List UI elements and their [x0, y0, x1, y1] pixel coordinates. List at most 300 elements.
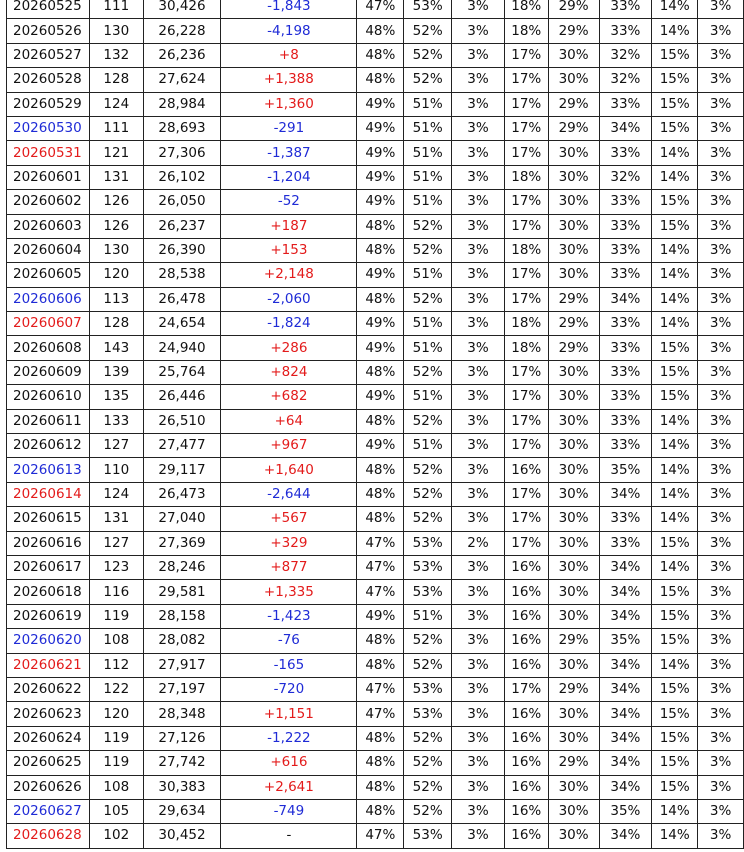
cell-pct-b: 52% [404, 775, 452, 799]
cell-pct-c: 3% [452, 458, 505, 482]
cell-pct-b: 51% [404, 92, 452, 116]
cell-count: 105 [89, 799, 143, 823]
cell-pct-h: 3% [698, 531, 744, 555]
cell-pct-c: 3% [452, 238, 505, 262]
cell-pct-a: 48% [357, 751, 404, 775]
cell-pct-g: 15% [652, 385, 698, 409]
cell-total: 27,369 [143, 531, 221, 555]
cell-pct-g: 14% [652, 507, 698, 531]
cell-pct-a: 48% [357, 507, 404, 531]
cell-pct-b: 53% [404, 677, 452, 701]
cell-pct-d: 16% [504, 604, 548, 628]
cell-pct-e: 29% [548, 751, 599, 775]
cell-pct-e: 29% [548, 629, 599, 653]
cell-count: 120 [89, 263, 143, 287]
cell-pct-e: 30% [548, 385, 599, 409]
cell-pct-a: 48% [357, 799, 404, 823]
cell-date: 20260610 [7, 385, 90, 409]
cell-pct-a: 49% [357, 434, 404, 458]
cell-count: 126 [89, 190, 143, 214]
cell-pct-b: 52% [404, 409, 452, 433]
cell-change: +1,640 [221, 458, 357, 482]
cell-pct-e: 30% [548, 580, 599, 604]
cell-pct-h: 3% [698, 507, 744, 531]
cell-pct-h: 3% [698, 555, 744, 579]
cell-count: 135 [89, 385, 143, 409]
table-row [7, 263, 744, 287]
cell-pct-b: 52% [404, 629, 452, 653]
cell-pct-f: 34% [599, 677, 652, 701]
cell-count: 131 [89, 507, 143, 531]
cell-count: 132 [89, 43, 143, 67]
cell-pct-d: 17% [504, 434, 548, 458]
cell-pct-e: 30% [548, 214, 599, 238]
cell-date: 20260607 [7, 312, 90, 336]
cell-pct-g: 15% [652, 580, 698, 604]
stats-table [6, 0, 744, 849]
cell-pct-h: 3% [698, 580, 744, 604]
cell-pct-d: 17% [504, 677, 548, 701]
cell-pct-g: 15% [652, 604, 698, 628]
cell-pct-h: 3% [698, 629, 744, 653]
cell-pct-c: 3% [452, 799, 505, 823]
cell-pct-g: 14% [652, 287, 698, 311]
cell-date: 20260606 [7, 287, 90, 311]
cell-pct-h: 3% [698, 434, 744, 458]
cell-total: 26,390 [143, 238, 221, 262]
cell-pct-h: 3% [698, 165, 744, 189]
cell-pct-f: 33% [599, 312, 652, 336]
cell-pct-g: 14% [652, 482, 698, 506]
table-row [7, 214, 744, 238]
cell-pct-c: 3% [452, 580, 505, 604]
table-row [7, 799, 744, 823]
cell-count: 119 [89, 751, 143, 775]
table-row [7, 775, 744, 799]
cell-pct-f: 34% [599, 653, 652, 677]
cell-date: 20260618 [7, 580, 90, 604]
cell-pct-a: 48% [357, 19, 404, 43]
cell-pct-e: 30% [548, 360, 599, 384]
cell-change: +153 [221, 238, 357, 262]
cell-date: 20260627 [7, 799, 90, 823]
cell-pct-f: 33% [599, 507, 652, 531]
cell-pct-g: 14% [652, 238, 698, 262]
cell-pct-f: 32% [599, 165, 652, 189]
cell-pct-g: 15% [652, 726, 698, 750]
cell-change: +1,360 [221, 92, 357, 116]
cell-pct-h: 3% [698, 263, 744, 287]
cell-pct-d: 17% [504, 360, 548, 384]
cell-change: -1,222 [221, 726, 357, 750]
cell-pct-b: 51% [404, 116, 452, 140]
cell-pct-f: 34% [599, 702, 652, 726]
cell-pct-c: 3% [452, 677, 505, 701]
cell-date: 20260609 [7, 360, 90, 384]
cell-change: -1,387 [221, 141, 357, 165]
cell-pct-f: 33% [599, 141, 652, 165]
cell-pct-c: 3% [452, 409, 505, 433]
cell-pct-d: 16% [504, 799, 548, 823]
cell-pct-a: 48% [357, 287, 404, 311]
cell-pct-f: 32% [599, 43, 652, 67]
cell-pct-b: 52% [404, 287, 452, 311]
cell-pct-b: 52% [404, 726, 452, 750]
cell-date: 20260612 [7, 434, 90, 458]
cell-pct-h: 3% [698, 726, 744, 750]
cell-pct-h: 3% [698, 824, 744, 848]
cell-pct-a: 47% [357, 580, 404, 604]
cell-pct-b: 52% [404, 458, 452, 482]
cell-pct-a: 47% [357, 677, 404, 701]
cell-date: 20260624 [7, 726, 90, 750]
cell-pct-g: 14% [652, 141, 698, 165]
cell-change: +682 [221, 385, 357, 409]
table-row [7, 751, 744, 775]
cell-count: 122 [89, 677, 143, 701]
table-row [7, 409, 744, 433]
cell-count: 131 [89, 165, 143, 189]
cell-date: 20260619 [7, 604, 90, 628]
cell-pct-f: 33% [599, 409, 652, 433]
cell-pct-a: 49% [357, 336, 404, 360]
cell-date: 20260526 [7, 19, 90, 43]
cell-date: 20260601 [7, 165, 90, 189]
cell-change: -1,423 [221, 604, 357, 628]
cell-pct-c: 3% [452, 604, 505, 628]
cell-change: +2,641 [221, 775, 357, 799]
cell-total: 27,126 [143, 726, 221, 750]
cell-date: 20260608 [7, 336, 90, 360]
cell-pct-f: 33% [599, 531, 652, 555]
cell-pct-a: 47% [357, 555, 404, 579]
table-row [7, 482, 744, 506]
cell-pct-b: 53% [404, 702, 452, 726]
cell-pct-e: 29% [548, 19, 599, 43]
cell-total: 28,538 [143, 263, 221, 287]
cell-pct-a: 48% [357, 214, 404, 238]
cell-pct-g: 14% [652, 409, 698, 433]
cell-pct-f: 35% [599, 799, 652, 823]
cell-count: 127 [89, 531, 143, 555]
cell-pct-c: 3% [452, 287, 505, 311]
table-row [7, 531, 744, 555]
cell-total: 27,306 [143, 141, 221, 165]
cell-pct-d: 16% [504, 653, 548, 677]
cell-pct-d: 16% [504, 458, 548, 482]
cell-pct-c: 3% [452, 775, 505, 799]
cell-pct-b: 52% [404, 214, 452, 238]
cell-count: 128 [89, 312, 143, 336]
cell-pct-b: 51% [404, 385, 452, 409]
cell-pct-d: 17% [504, 409, 548, 433]
table-row [7, 653, 744, 677]
cell-total: 30,452 [143, 824, 221, 848]
cell-change: -4,198 [221, 19, 357, 43]
cell-pct-e: 29% [548, 0, 599, 19]
cell-change: - [221, 824, 357, 848]
cell-date: 20260605 [7, 263, 90, 287]
cell-total: 29,634 [143, 799, 221, 823]
cell-total: 26,228 [143, 19, 221, 43]
cell-pct-c: 3% [452, 0, 505, 19]
cell-pct-e: 29% [548, 287, 599, 311]
cell-pct-h: 3% [698, 482, 744, 506]
cell-count: 110 [89, 458, 143, 482]
cell-pct-e: 30% [548, 43, 599, 67]
cell-date: 20260621 [7, 653, 90, 677]
cell-change: +329 [221, 531, 357, 555]
cell-change: -76 [221, 629, 357, 653]
cell-count: 119 [89, 726, 143, 750]
cell-pct-h: 3% [698, 458, 744, 482]
cell-pct-c: 3% [452, 507, 505, 531]
cell-count: 121 [89, 141, 143, 165]
cell-change: +616 [221, 751, 357, 775]
cell-change: -1,204 [221, 165, 357, 189]
cell-pct-g: 15% [652, 190, 698, 214]
cell-pct-c: 3% [452, 629, 505, 653]
cell-pct-e: 30% [548, 507, 599, 531]
cell-total: 26,237 [143, 214, 221, 238]
table-row [7, 165, 744, 189]
table-row [7, 604, 744, 628]
table-row [7, 434, 744, 458]
cell-pct-g: 14% [652, 824, 698, 848]
cell-change: -2,644 [221, 482, 357, 506]
cell-pct-g: 15% [652, 629, 698, 653]
cell-pct-h: 3% [698, 0, 744, 19]
cell-pct-h: 3% [698, 190, 744, 214]
cell-pct-h: 3% [698, 360, 744, 384]
cell-pct-h: 3% [698, 409, 744, 433]
cell-pct-a: 48% [357, 360, 404, 384]
cell-pct-g: 15% [652, 214, 698, 238]
table-row [7, 287, 744, 311]
cell-total: 29,117 [143, 458, 221, 482]
table-row [7, 360, 744, 384]
cell-pct-a: 48% [357, 726, 404, 750]
cell-change: -2,060 [221, 287, 357, 311]
cell-pct-c: 3% [452, 726, 505, 750]
cell-count: 128 [89, 68, 143, 92]
cell-change: +286 [221, 336, 357, 360]
cell-total: 27,917 [143, 653, 221, 677]
cell-pct-e: 29% [548, 312, 599, 336]
cell-pct-g: 15% [652, 116, 698, 140]
cell-pct-e: 30% [548, 263, 599, 287]
cell-pct-g: 15% [652, 68, 698, 92]
cell-pct-f: 33% [599, 190, 652, 214]
cell-date: 20260603 [7, 214, 90, 238]
table-row [7, 116, 744, 140]
cell-pct-a: 48% [357, 238, 404, 262]
cell-pct-d: 17% [504, 68, 548, 92]
table-row [7, 507, 744, 531]
cell-pct-h: 3% [698, 775, 744, 799]
cell-pct-g: 14% [652, 799, 698, 823]
cell-change: +2,148 [221, 263, 357, 287]
cell-pct-d: 18% [504, 312, 548, 336]
cell-date: 20260529 [7, 92, 90, 116]
cell-pct-b: 52% [404, 19, 452, 43]
cell-pct-a: 48% [357, 653, 404, 677]
cell-pct-a: 49% [357, 92, 404, 116]
cell-pct-h: 3% [698, 43, 744, 67]
cell-pct-d: 18% [504, 336, 548, 360]
cell-pct-c: 3% [452, 190, 505, 214]
cell-count: 108 [89, 629, 143, 653]
cell-change: +1,335 [221, 580, 357, 604]
cell-pct-c: 3% [452, 165, 505, 189]
cell-pct-c: 3% [452, 116, 505, 140]
cell-pct-f: 33% [599, 263, 652, 287]
cell-pct-d: 17% [504, 287, 548, 311]
cell-pct-b: 53% [404, 531, 452, 555]
cell-pct-c: 3% [452, 434, 505, 458]
cell-pct-f: 35% [599, 629, 652, 653]
cell-pct-f: 32% [599, 68, 652, 92]
table-row [7, 0, 744, 19]
cell-pct-b: 52% [404, 68, 452, 92]
cell-pct-e: 29% [548, 336, 599, 360]
table-row [7, 677, 744, 701]
cell-date: 20260623 [7, 702, 90, 726]
cell-pct-c: 3% [452, 385, 505, 409]
cell-pct-e: 30% [548, 531, 599, 555]
cell-pct-a: 48% [357, 482, 404, 506]
table-row [7, 385, 744, 409]
cell-pct-e: 29% [548, 92, 599, 116]
table-row [7, 43, 744, 67]
cell-pct-f: 34% [599, 726, 652, 750]
cell-pct-g: 14% [652, 653, 698, 677]
cell-total: 27,624 [143, 68, 221, 92]
cell-pct-d: 16% [504, 824, 548, 848]
cell-pct-g: 14% [652, 555, 698, 579]
cell-pct-a: 48% [357, 458, 404, 482]
cell-change: -720 [221, 677, 357, 701]
table-row [7, 458, 744, 482]
cell-date: 20260622 [7, 677, 90, 701]
cell-pct-d: 16% [504, 580, 548, 604]
table-row [7, 629, 744, 653]
cell-pct-a: 49% [357, 312, 404, 336]
cell-count: 119 [89, 604, 143, 628]
cell-pct-f: 33% [599, 434, 652, 458]
cell-pct-c: 3% [452, 653, 505, 677]
cell-pct-b: 51% [404, 336, 452, 360]
cell-count: 127 [89, 434, 143, 458]
cell-pct-g: 15% [652, 360, 698, 384]
cell-pct-b: 52% [404, 653, 452, 677]
cell-count: 111 [89, 0, 143, 19]
cell-pct-d: 17% [504, 385, 548, 409]
cell-change: +1,151 [221, 702, 357, 726]
table-row [7, 141, 744, 165]
cell-pct-b: 51% [404, 165, 452, 189]
cell-pct-f: 33% [599, 214, 652, 238]
cell-pct-c: 3% [452, 141, 505, 165]
cell-pct-d: 17% [504, 190, 548, 214]
cell-pct-c: 3% [452, 482, 505, 506]
table-row [7, 336, 744, 360]
cell-total: 30,426 [143, 0, 221, 19]
cell-pct-c: 3% [452, 263, 505, 287]
cell-count: 139 [89, 360, 143, 384]
cell-count: 108 [89, 775, 143, 799]
cell-pct-b: 52% [404, 238, 452, 262]
cell-date: 20260611 [7, 409, 90, 433]
cell-pct-f: 34% [599, 287, 652, 311]
cell-pct-c: 3% [452, 214, 505, 238]
table-row [7, 312, 744, 336]
cell-date: 20260626 [7, 775, 90, 799]
cell-pct-h: 3% [698, 116, 744, 140]
cell-total: 26,050 [143, 190, 221, 214]
cell-total: 29,581 [143, 580, 221, 604]
cell-pct-e: 30% [548, 604, 599, 628]
cell-pct-e: 30% [548, 165, 599, 189]
cell-pct-a: 47% [357, 0, 404, 19]
cell-change: +967 [221, 434, 357, 458]
cell-pct-h: 3% [698, 385, 744, 409]
cell-pct-g: 15% [652, 677, 698, 701]
cell-pct-e: 30% [548, 555, 599, 579]
cell-total: 27,197 [143, 677, 221, 701]
table-row [7, 190, 744, 214]
cell-pct-e: 30% [548, 775, 599, 799]
cell-change: +877 [221, 555, 357, 579]
cell-pct-e: 30% [548, 482, 599, 506]
cell-pct-h: 3% [698, 141, 744, 165]
cell-pct-g: 14% [652, 263, 698, 287]
cell-total: 26,446 [143, 385, 221, 409]
cell-pct-e: 30% [548, 68, 599, 92]
cell-pct-g: 14% [652, 312, 698, 336]
cell-date: 20260628 [7, 824, 90, 848]
cell-pct-g: 14% [652, 165, 698, 189]
cell-pct-e: 30% [548, 409, 599, 433]
cell-pct-d: 17% [504, 43, 548, 67]
cell-pct-f: 34% [599, 482, 652, 506]
cell-pct-f: 33% [599, 0, 652, 19]
cell-pct-d: 17% [504, 507, 548, 531]
cell-date: 20260615 [7, 507, 90, 531]
cell-date: 20260617 [7, 555, 90, 579]
cell-pct-f: 35% [599, 458, 652, 482]
cell-pct-c: 3% [452, 824, 505, 848]
cell-pct-d: 17% [504, 263, 548, 287]
cell-pct-h: 3% [698, 214, 744, 238]
cell-count: 102 [89, 824, 143, 848]
cell-total: 24,940 [143, 336, 221, 360]
cell-count: 113 [89, 287, 143, 311]
cell-pct-d: 18% [504, 238, 548, 262]
cell-pct-b: 52% [404, 799, 452, 823]
cell-pct-a: 49% [357, 116, 404, 140]
cell-pct-d: 16% [504, 555, 548, 579]
cell-pct-c: 3% [452, 68, 505, 92]
table-row [7, 702, 744, 726]
cell-pct-h: 3% [698, 336, 744, 360]
cell-date: 20260530 [7, 116, 90, 140]
cell-pct-b: 52% [404, 751, 452, 775]
cell-pct-e: 30% [548, 434, 599, 458]
cell-date: 20260528 [7, 68, 90, 92]
cell-change: -1,824 [221, 312, 357, 336]
cell-pct-d: 17% [504, 482, 548, 506]
